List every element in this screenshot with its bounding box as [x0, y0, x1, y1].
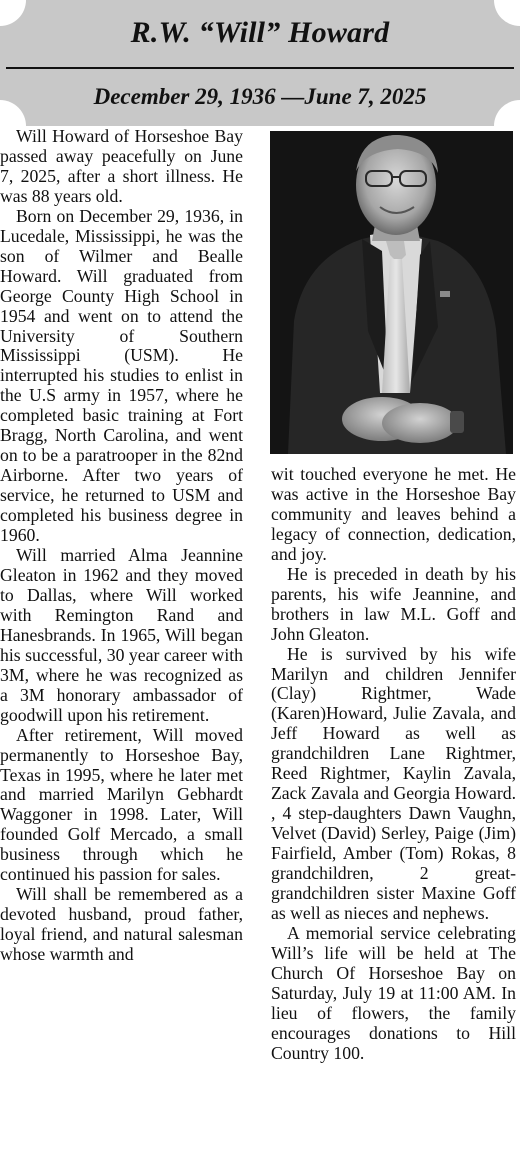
obituary-paragraph-continuation: wit touched everyone he met. He was active in the Horseshoe Bay community and leaves behind a legacy of connection, dedication, and joy.	[271, 464, 516, 564]
obituary-paragraph: Will shall be remembered as a devoted husband, proud father, loyal friend, and natural salesman whose warmth and	[0, 884, 243, 965]
obituary-paragraph: He is survived by his wife Marilyn and children Jennifer (Clay) Rightmer, Wade (Karen)Howard, Julie Zavala, and Jeff Howard as well as grandchildren Lane Rightmer, Reed Rightmer, Kaylin Zavala, Zack Zavala and Georgia Howard. , 4 step-daughters Dawn Vaughn, Velvet (David) Serley, Paige (Jim) Fairfield, Amber (Tom) Rokas, 8 grandchildren, 2 great-grandchildren sister Maxine Goff as well as nieces and nephews.	[271, 643, 516, 923]
portrait-photo	[270, 131, 513, 454]
obituary-right-column	[271, 465, 516, 1064]
header-banner	[0, 0, 520, 126]
obituary-left-column	[0, 127, 243, 965]
obituary-paragraph: He is preceded in death by his parents, his wife Jeannine, and brothers in law M.L. Goff and John Gleaton.	[271, 563, 516, 644]
header-divider	[6, 67, 514, 69]
life-dates: December 29, 1936 —June 7, 2025	[93, 84, 427, 109]
portrait-photo-icon	[270, 131, 513, 454]
obituary-paragraph: After retirement, Will moved permanently to Horseshoe Bay, Texas in 1995, where he later met and married Marilyn Gebhardt Waggoner in 1998. Later, Will founded Golf Mercado, a small business through which he continued his passion for sales.	[0, 724, 243, 885]
obituary-paragraph: Will Howard of Horseshoe Bay passed away peacefully on June 7, 2025, after a short illness. He was 88 years old.	[0, 126, 243, 206]
obituary-paragraph: Born on December 29, 1936, in Lucedale, Mississippi, he was the son of Wilmer and Bealle Howard. Will graduated from George County High School in 1954 and went on to attend the University of Southern Mississippi (USM). He interrupted his studies to enlist in the U.S army in 1957, where he completed basic training at Fort Bragg, North Carolina, and went on to be a paratrooper in the 82nd Airborne. After two years of service, he returned to USM and completed his business degree in 1960.	[0, 205, 243, 546]
deceased-name: R.W. “Will” Howard	[130, 16, 390, 49]
obituary-paragraph: Will married Alma Jeannine Gleaton in 1962 and they moved to Dallas, where Will worked with Remington Rand and Hanesbrands. In 1965, Will began his successful, 30 year career with 3M, where he was recognized as a 3M honorary ambassador of goodwill upon his retirement.	[0, 545, 243, 725]
obituary-paragraph: A memorial service celebrating Will’s life will be held at The Church Of Horseshoe Bay on Saturday, July 19 at 11:00 AM. In lieu of flowers, the family encourages donations to Hill Country 100.	[271, 922, 516, 1063]
